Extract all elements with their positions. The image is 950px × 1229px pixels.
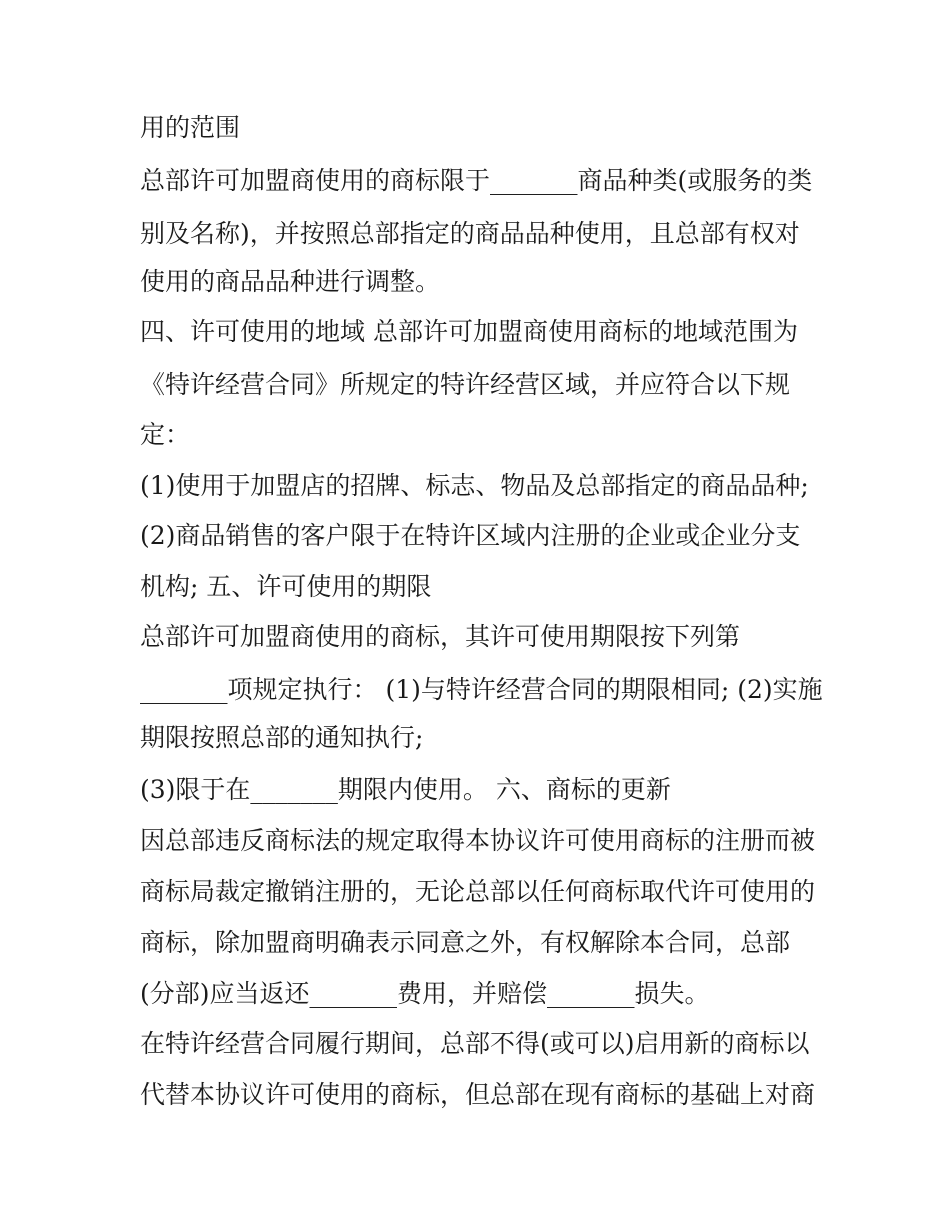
text-line: 在特许经营合同履行期间，总部不得(或可以)启用新的商标以 (140, 1029, 810, 1058)
text-line: (2)商品销售的客户限于在特许区域内注册的企业或企业分支 (140, 521, 801, 550)
text-line: (3)限于在_______期限内使用。 六、商标的更新 (140, 775, 671, 804)
text-line: 商标局裁定撤销注册的，无论总部以任何商标取代许可使用的 (140, 877, 816, 906)
text-line: (1)使用于加盟店的招牌、标志、物品及总部指定的商品品种; (140, 471, 809, 500)
text-line: 用的范围 (140, 113, 241, 142)
text-line: 四、许可使用的地域 总部许可加盟商使用商标的地域范围为 (140, 317, 798, 346)
text-line: 总部许可加盟商使用的商标限于_______商品种类(或服务的类 (140, 166, 813, 195)
text-line: 商标，除加盟商明确表示同意之外，有权解除本合同，总部 (140, 928, 791, 957)
text-line: 因总部违反商标法的规定取得本协议许可使用商标的注册而被 (140, 826, 816, 855)
text-line: 别及名称)，并按照总部指定的商品品种使用，且总部有权对 (140, 219, 800, 248)
text-line: (分部)应当返还_______费用，并赔偿_______损失。 (140, 979, 710, 1008)
text-line: 使用的商品品种进行调整。 (140, 267, 441, 296)
text-line: 期限按照总部的通知执行; (140, 723, 424, 752)
text-line: 定： (140, 420, 191, 449)
text-line: 总部许可加盟商使用的商标，其许可使用期限按下列第 (140, 622, 741, 651)
text-line: _______项规定执行： (1)与特许经营合同的期限相同; (2)实施 (140, 675, 823, 704)
text-line: 机构; 五、许可使用的期限 (140, 572, 432, 601)
text-line: 代替本协议许可使用的商标，但总部在现有商标的基础上对商 (140, 1080, 816, 1109)
text-line: 《特许经营合同》所规定的特许经营区域，并应符合以下规 (140, 370, 791, 399)
